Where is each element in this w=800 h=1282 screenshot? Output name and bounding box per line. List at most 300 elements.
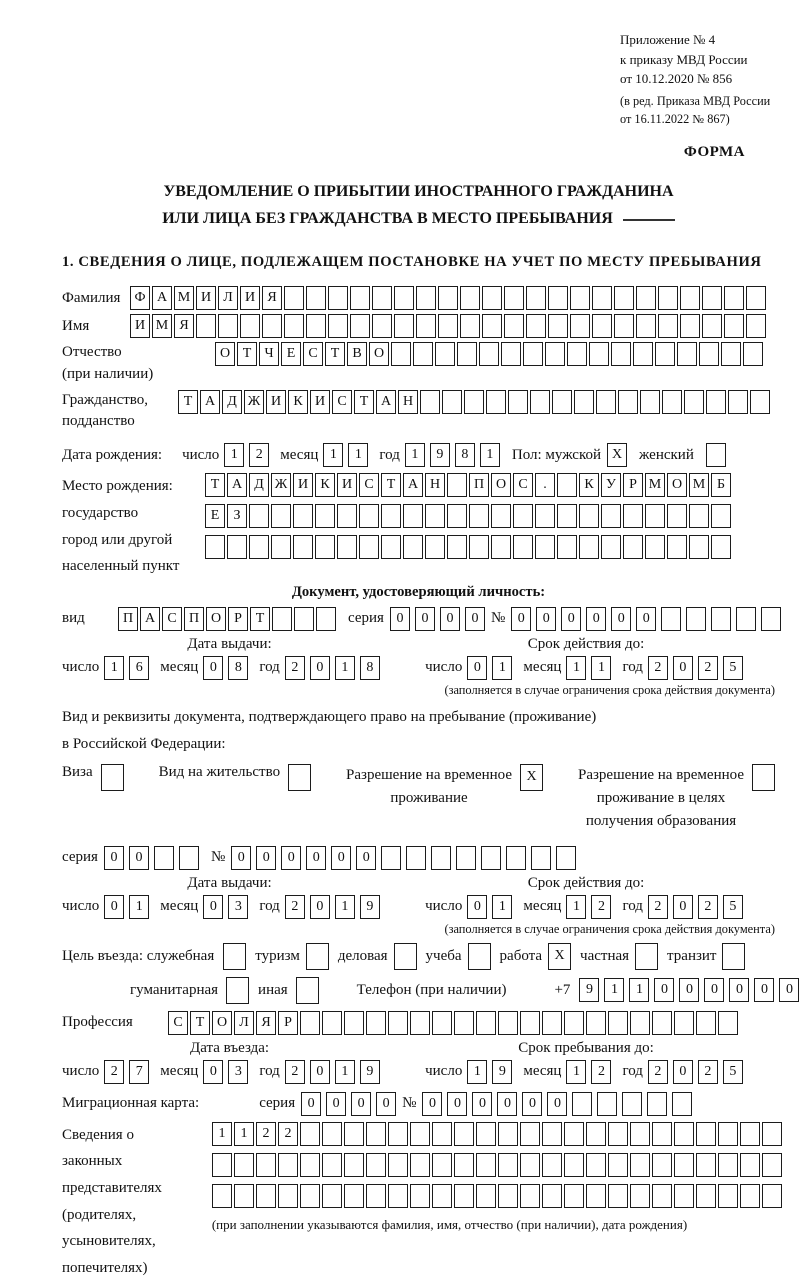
char-cell[interactable] [542,1122,562,1146]
char-cell[interactable]: 2 [648,1060,668,1084]
char-cell[interactable]: Я [174,314,194,338]
char-cell[interactable]: Я [256,1011,276,1035]
char-cell[interactable] [205,535,225,559]
char-cell[interactable]: 0 [673,656,693,680]
char-cell[interactable] [154,846,174,870]
char-cell[interactable] [454,1011,474,1035]
char-cell[interactable]: 0 [376,1092,396,1116]
char-cell[interactable] [296,977,319,1004]
char-cell[interactable] [548,286,568,310]
char-cell[interactable]: О [369,342,389,366]
char-cell[interactable]: И [337,473,357,497]
char-cell[interactable]: Н [425,473,445,497]
char-cell[interactable] [564,1184,584,1208]
char-cell[interactable]: К [579,473,599,497]
char-cell[interactable] [635,943,658,970]
char-cell[interactable] [328,314,348,338]
char-cell[interactable] [272,607,292,631]
char-cell[interactable]: 0 [654,978,674,1002]
char-cell[interactable] [101,764,124,791]
char-cell[interactable] [431,846,451,870]
char-cell[interactable]: С [359,473,379,497]
char-cell[interactable] [457,342,477,366]
char-cell[interactable] [658,286,678,310]
char-cell[interactable]: М [645,473,665,497]
char-cell[interactable] [416,314,436,338]
char-cell[interactable]: 5 [723,895,743,919]
char-cell[interactable]: Ж [271,473,291,497]
char-cell[interactable]: 2 [698,656,718,680]
char-cell[interactable]: С [513,473,533,497]
char-cell[interactable] [438,314,458,338]
char-cell[interactable]: Е [281,342,301,366]
char-cell[interactable]: Б [711,473,731,497]
char-cell[interactable] [406,846,426,870]
char-cell[interactable]: В [347,342,367,366]
char-cell[interactable] [288,764,311,791]
char-cell[interactable]: 0 [281,846,301,870]
char-cell[interactable] [633,342,653,366]
char-cell[interactable] [689,535,709,559]
char-cell[interactable]: К [315,473,335,497]
char-cell[interactable] [366,1184,386,1208]
char-cell[interactable] [456,846,476,870]
char-cell[interactable] [262,314,282,338]
char-cell[interactable] [711,535,731,559]
char-cell[interactable]: 9 [360,895,380,919]
char-cell[interactable]: Р [278,1011,298,1035]
char-cell[interactable] [718,1011,738,1035]
char-cell[interactable]: 0 [704,978,724,1002]
char-cell[interactable] [535,535,555,559]
char-cell[interactable] [636,314,656,338]
char-cell[interactable] [350,314,370,338]
char-cell[interactable]: 0 [673,1060,693,1084]
char-cell[interactable] [677,342,697,366]
char-cell[interactable] [570,286,590,310]
char-cell[interactable] [322,1153,342,1177]
char-cell[interactable] [469,535,489,559]
char-cell[interactable] [442,390,462,414]
char-cell[interactable] [359,535,379,559]
char-cell[interactable]: 1 [348,443,368,467]
char-cell[interactable] [498,1011,518,1035]
char-cell[interactable] [706,443,726,467]
char-cell[interactable] [366,1122,386,1146]
char-cell[interactable] [300,1122,320,1146]
char-cell[interactable]: 0 [547,1092,567,1116]
char-cell[interactable]: Л [218,286,238,310]
char-cell[interactable] [284,286,304,310]
char-cell[interactable] [226,977,249,1004]
char-cell[interactable]: 0 [129,846,149,870]
char-cell[interactable] [746,286,766,310]
char-cell[interactable] [315,504,335,528]
char-cell[interactable] [623,535,643,559]
char-cell[interactable]: X [548,943,571,970]
char-cell[interactable] [394,943,417,970]
char-cell[interactable]: 1 [224,443,244,467]
char-cell[interactable]: Т [205,473,225,497]
char-cell[interactable] [718,1184,738,1208]
char-cell[interactable]: К [288,390,308,414]
char-cell[interactable] [645,504,665,528]
char-cell[interactable]: 0 [467,895,487,919]
char-cell[interactable] [337,504,357,528]
char-cell[interactable]: 0 [522,1092,542,1116]
char-cell[interactable] [531,846,551,870]
char-cell[interactable] [601,504,621,528]
char-cell[interactable]: 1 [234,1122,254,1146]
char-cell[interactable] [564,1122,584,1146]
char-cell[interactable] [752,764,775,791]
char-cell[interactable] [724,286,744,310]
char-cell[interactable]: 1 [405,443,425,467]
char-cell[interactable]: И [266,390,286,414]
char-cell[interactable]: 0 [472,1092,492,1116]
char-cell[interactable] [545,342,565,366]
char-cell[interactable]: Д [222,390,242,414]
char-cell[interactable] [750,390,770,414]
char-cell[interactable]: 0 [536,607,556,631]
char-cell[interactable] [322,1122,342,1146]
char-cell[interactable] [736,607,756,631]
char-cell[interactable]: 1 [591,656,611,680]
char-cell[interactable] [579,504,599,528]
char-cell[interactable]: П [469,473,489,497]
char-cell[interactable] [608,1011,628,1035]
char-cell[interactable] [535,504,555,528]
char-cell[interactable] [658,314,678,338]
char-cell[interactable] [622,1092,642,1116]
char-cell[interactable] [468,943,491,970]
char-cell[interactable] [482,314,502,338]
char-cell[interactable] [645,535,665,559]
char-cell[interactable] [476,1011,496,1035]
char-cell[interactable]: 2 [285,895,305,919]
char-cell[interactable]: И [130,314,150,338]
char-cell[interactable]: И [196,286,216,310]
char-cell[interactable] [689,504,709,528]
char-cell[interactable]: 0 [256,846,276,870]
char-cell[interactable] [508,390,528,414]
char-cell[interactable]: 0 [415,607,435,631]
char-cell[interactable]: 0 [497,1092,517,1116]
char-cell[interactable] [630,1153,650,1177]
char-cell[interactable]: 0 [447,1092,467,1116]
char-cell[interactable]: 0 [231,846,251,870]
char-cell[interactable] [542,1184,562,1208]
char-cell[interactable]: 2 [104,1060,124,1084]
char-cell[interactable] [416,286,436,310]
char-cell[interactable] [501,342,521,366]
char-cell[interactable] [662,390,682,414]
char-cell[interactable] [552,390,572,414]
char-cell[interactable]: 0 [351,1092,371,1116]
char-cell[interactable]: М [152,314,172,338]
char-cell[interactable]: Т [250,607,270,631]
char-cell[interactable] [513,504,533,528]
char-cell[interactable] [520,1184,540,1208]
char-cell[interactable] [572,1092,592,1116]
char-cell[interactable] [504,314,524,338]
char-cell[interactable] [706,390,726,414]
char-cell[interactable] [498,1184,518,1208]
char-cell[interactable] [586,1184,606,1208]
char-cell[interactable]: Л [234,1011,254,1035]
char-cell[interactable] [300,1011,320,1035]
char-cell[interactable] [381,504,401,528]
char-cell[interactable] [684,390,704,414]
char-cell[interactable]: 1 [566,1060,586,1084]
char-cell[interactable]: 1 [335,656,355,680]
char-cell[interactable]: 1 [566,656,586,680]
char-cell[interactable] [652,1011,672,1035]
char-cell[interactable]: 0 [310,895,330,919]
char-cell[interactable] [740,1153,760,1177]
char-cell[interactable] [394,314,414,338]
char-cell[interactable] [278,1184,298,1208]
char-cell[interactable] [592,314,612,338]
char-cell[interactable] [212,1153,232,1177]
char-cell[interactable]: Т [354,390,374,414]
char-cell[interactable]: 2 [698,1060,718,1084]
char-cell[interactable]: Р [623,473,643,497]
char-cell[interactable]: Е [205,504,225,528]
char-cell[interactable] [410,1184,430,1208]
char-cell[interactable]: С [332,390,352,414]
char-cell[interactable]: Т [381,473,401,497]
char-cell[interactable] [608,1184,628,1208]
char-cell[interactable]: 1 [480,443,500,467]
char-cell[interactable] [564,1011,584,1035]
char-cell[interactable] [589,342,609,366]
char-cell[interactable]: 0 [561,607,581,631]
char-cell[interactable]: 0 [203,895,223,919]
char-cell[interactable] [476,1153,496,1177]
char-cell[interactable]: С [303,342,323,366]
char-cell[interactable] [410,1122,430,1146]
char-cell[interactable] [640,390,660,414]
char-cell[interactable] [655,342,675,366]
char-cell[interactable] [381,535,401,559]
char-cell[interactable] [388,1184,408,1208]
char-cell[interactable] [564,1153,584,1177]
char-cell[interactable] [746,314,766,338]
char-cell[interactable] [435,342,455,366]
char-cell[interactable]: Ж [244,390,264,414]
char-cell[interactable]: 9 [360,1060,380,1084]
char-cell[interactable] [520,1122,540,1146]
char-cell[interactable] [482,286,502,310]
char-cell[interactable]: 0 [754,978,774,1002]
char-cell[interactable]: Д [249,473,269,497]
char-cell[interactable] [699,342,719,366]
char-cell[interactable] [652,1184,672,1208]
char-cell[interactable] [344,1153,364,1177]
char-cell[interactable]: 0 [729,978,749,1002]
char-cell[interactable] [680,314,700,338]
char-cell[interactable] [740,1184,760,1208]
char-cell[interactable]: 8 [455,443,475,467]
char-cell[interactable]: 3 [228,1060,248,1084]
char-cell[interactable] [413,342,433,366]
char-cell[interactable] [520,1011,540,1035]
char-cell[interactable] [300,1153,320,1177]
char-cell[interactable] [491,535,511,559]
char-cell[interactable]: 0 [390,607,410,631]
char-cell[interactable] [647,1092,667,1116]
char-cell[interactable] [447,473,467,497]
char-cell[interactable]: 7 [129,1060,149,1084]
char-cell[interactable]: 1 [467,1060,487,1084]
char-cell[interactable] [240,314,260,338]
char-cell[interactable]: 0 [611,607,631,631]
char-cell[interactable] [680,286,700,310]
char-cell[interactable]: О [206,607,226,631]
char-cell[interactable] [542,1153,562,1177]
char-cell[interactable] [721,342,741,366]
char-cell[interactable] [608,1122,628,1146]
char-cell[interactable] [476,1122,496,1146]
char-cell[interactable] [425,535,445,559]
char-cell[interactable] [667,504,687,528]
char-cell[interactable]: 2 [285,656,305,680]
char-cell[interactable] [300,1184,320,1208]
char-cell[interactable]: 0 [306,846,326,870]
char-cell[interactable] [249,504,269,528]
char-cell[interactable] [696,1184,716,1208]
char-cell[interactable]: 0 [779,978,799,1002]
char-cell[interactable]: 0 [679,978,699,1002]
char-cell[interactable]: 9 [579,978,599,1002]
char-cell[interactable] [322,1184,342,1208]
char-cell[interactable] [672,1092,692,1116]
char-cell[interactable] [344,1011,364,1035]
char-cell[interactable] [722,943,745,970]
char-cell[interactable] [674,1122,694,1146]
char-cell[interactable] [271,504,291,528]
char-cell[interactable] [608,1153,628,1177]
char-cell[interactable]: 2 [285,1060,305,1084]
char-cell[interactable] [179,846,199,870]
char-cell[interactable] [592,286,612,310]
char-cell[interactable] [667,535,687,559]
char-cell[interactable] [315,535,335,559]
char-cell[interactable] [234,1184,254,1208]
char-cell[interactable] [526,286,546,310]
char-cell[interactable] [306,286,326,310]
char-cell[interactable] [762,1153,782,1177]
char-cell[interactable] [728,390,748,414]
char-cell[interactable] [420,390,440,414]
char-cell[interactable] [630,1011,650,1035]
char-cell[interactable]: Ч [259,342,279,366]
char-cell[interactable]: 0 [301,1092,321,1116]
char-cell[interactable]: 0 [104,846,124,870]
char-cell[interactable]: О [212,1011,232,1035]
char-cell[interactable]: 0 [422,1092,442,1116]
char-cell[interactable]: 0 [467,656,487,680]
char-cell[interactable] [526,314,546,338]
char-cell[interactable] [454,1122,474,1146]
char-cell[interactable] [438,286,458,310]
char-cell[interactable] [711,607,731,631]
char-cell[interactable]: 6 [129,656,149,680]
char-cell[interactable]: У [601,473,621,497]
char-cell[interactable]: 9 [430,443,450,467]
char-cell[interactable]: И [293,473,313,497]
char-cell[interactable]: С [168,1011,188,1035]
char-cell[interactable] [223,943,246,970]
char-cell[interactable] [256,1184,276,1208]
char-cell[interactable] [718,1122,738,1146]
char-cell[interactable] [597,1092,617,1116]
char-cell[interactable] [696,1011,716,1035]
char-cell[interactable] [743,342,763,366]
char-cell[interactable]: П [118,607,138,631]
char-cell[interactable] [570,314,590,338]
char-cell[interactable] [611,342,631,366]
char-cell[interactable] [702,286,722,310]
char-cell[interactable]: 0 [511,607,531,631]
char-cell[interactable]: 2 [648,895,668,919]
char-cell[interactable] [596,390,616,414]
char-cell[interactable]: 5 [723,656,743,680]
char-cell[interactable] [410,1153,430,1177]
char-cell[interactable] [234,1153,254,1177]
char-cell[interactable] [504,286,524,310]
char-cell[interactable]: А [200,390,220,414]
char-cell[interactable] [410,1011,430,1035]
char-cell[interactable] [513,535,533,559]
char-cell[interactable] [278,1153,298,1177]
char-cell[interactable] [498,1153,518,1177]
char-cell[interactable] [623,504,643,528]
char-cell[interactable]: Я [262,286,282,310]
char-cell[interactable]: 5 [723,1060,743,1084]
char-cell[interactable]: И [240,286,260,310]
char-cell[interactable] [366,1153,386,1177]
char-cell[interactable] [293,535,313,559]
char-cell[interactable] [391,342,411,366]
char-cell[interactable]: А [403,473,423,497]
char-cell[interactable] [284,314,304,338]
char-cell[interactable] [328,286,348,310]
char-cell[interactable] [403,504,423,528]
char-cell[interactable] [696,1122,716,1146]
char-cell[interactable]: 0 [440,607,460,631]
char-cell[interactable] [344,1184,364,1208]
char-cell[interactable] [256,1153,276,1177]
char-cell[interactable] [686,607,706,631]
char-cell[interactable] [523,342,543,366]
char-cell[interactable] [724,314,744,338]
char-cell[interactable]: X [520,764,543,791]
char-cell[interactable] [674,1011,694,1035]
char-cell[interactable]: 1 [323,443,343,467]
char-cell[interactable]: Т [237,342,257,366]
char-cell[interactable] [486,390,506,414]
char-cell[interactable]: 1 [492,656,512,680]
char-cell[interactable]: 0 [586,607,606,631]
char-cell[interactable]: 0 [203,1060,223,1084]
char-cell[interactable]: 8 [360,656,380,680]
char-cell[interactable] [464,390,484,414]
char-cell[interactable]: М [689,473,709,497]
char-cell[interactable]: И [310,390,330,414]
char-cell[interactable] [306,314,326,338]
